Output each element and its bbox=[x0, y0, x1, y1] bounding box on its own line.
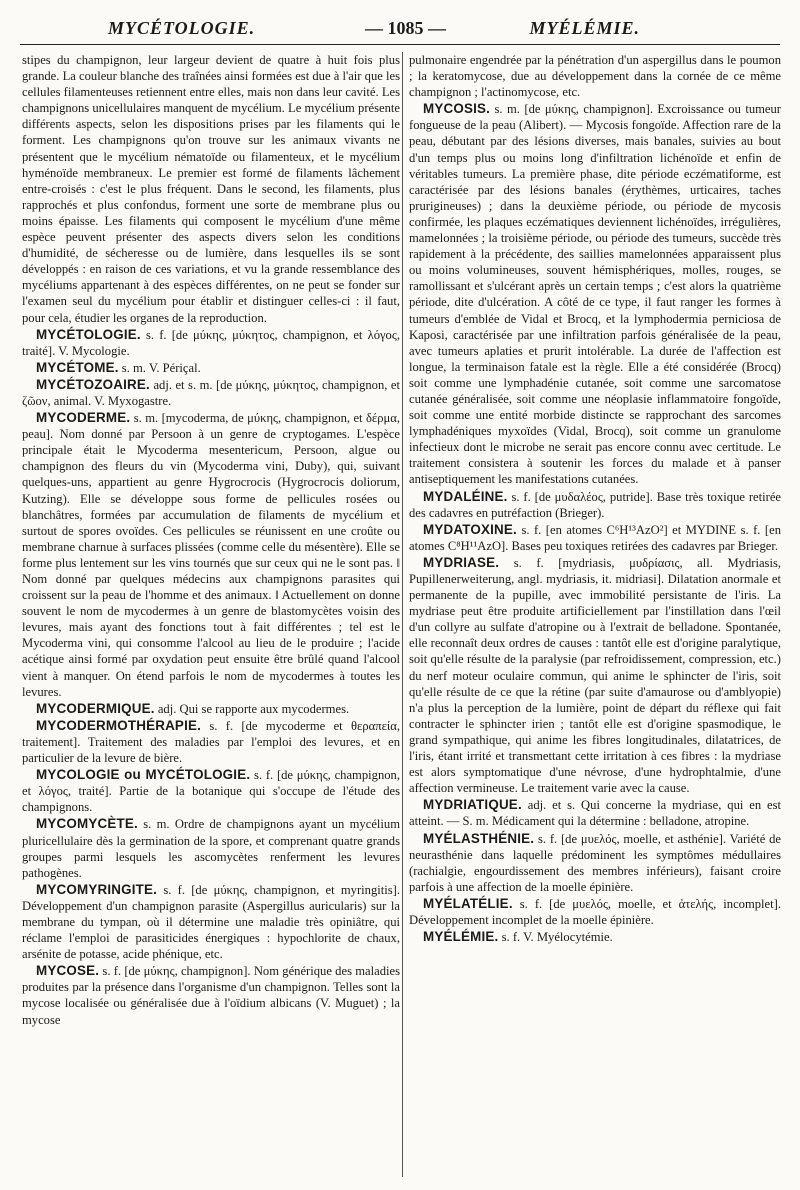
entry-headword: MYÉLATÉLIE. bbox=[423, 895, 513, 911]
dictionary-entry bbox=[22, 718, 400, 766]
dictionary-entry bbox=[22, 701, 400, 717]
entry-headword: MYDATOXINE. bbox=[423, 521, 517, 537]
entry-headword: MYCOLOGIE ou MYCÉTOLOGIE. bbox=[36, 767, 251, 783]
dictionary-entry bbox=[409, 522, 781, 554]
dictionary-entry bbox=[409, 896, 781, 928]
entry-headword: MYCÉTOME. bbox=[36, 359, 119, 375]
entry-headword: MYDRIATIQUE. bbox=[423, 797, 522, 813]
entry-headword: MYDRIASE. bbox=[423, 554, 500, 570]
entry-headword: MYÉLASTHÉNIE. bbox=[423, 830, 535, 846]
dictionary-entry bbox=[22, 816, 400, 880]
page-header bbox=[20, 10, 780, 45]
dictionary-entry bbox=[22, 767, 400, 815]
dictionary-entry bbox=[22, 882, 400, 962]
dictionary-entry bbox=[409, 831, 781, 895]
entry-definition: adj. Qui se rapporte aux mycodermes. bbox=[154, 701, 350, 716]
entry-definition: adj. et s. Qui concerne la mydriase, qui en est atteint. — S. m. Médicament qui la détermine : belladone, atropine. bbox=[409, 798, 781, 829]
right-column bbox=[402, 52, 781, 1177]
entry-headword: MYCÉTOZOAIRE. bbox=[36, 376, 150, 392]
entry-headword: MYCÉTOLOGIE. bbox=[36, 326, 141, 342]
entry-headword: MYCOSIS. bbox=[423, 101, 491, 117]
dictionary-entry bbox=[22, 377, 400, 409]
entry-headword: MYCOMYCÈTE. bbox=[36, 816, 138, 832]
entry-headword: MYCODERMIQUE. bbox=[36, 700, 155, 716]
running-head-left: MYCÉTOLOGIE. bbox=[108, 18, 256, 38]
dictionary-entry bbox=[22, 963, 400, 1027]
dictionary-entry bbox=[22, 327, 400, 359]
page-number: — 1085 — bbox=[365, 18, 446, 38]
entry-definition: s. f. [de μυελός, moelle, et asthénie]. Variété de neurasthénie dans laquelle prédominent les symptômes médullaires (rachialgie, engourdissement des membres inférieurs), faisant croire parfois à une affection de la moelle épinière. bbox=[409, 831, 781, 894]
entry-definition: s. m. V. Périçal. bbox=[118, 360, 201, 375]
entry-definition: s. f. [mydriasis, μυδρίασις, all. Mydriasis, Pupillenerweiterung, angl. mydriasis, it. midriasi]. Dilatation anormale et permanente de la pupille, avec immobilité persistante de l'iris. La mydriase peut être produite artificiellement par l'instillation dans l'œil d'un collyre au sulfate d'atropine ou à l'extrait de belladone. Spontanée, elle reconnaît deux ordres de causes : tantôt elle est d'origine paralytique, soit qu'elle résulte de la paralysie (par refroidissement, compression, etc.) du nerf moteur oculaire commun, qui anime le sphincter de l'iris, soit qu'elle résulte de ce que la rétine (par suite d'amaurose ou d'amblyopie) n'a plus la perception de la lumière, point de départ du réflexe qui fait contracter le sphincter irien ; tantôt elle est d'origine spasmodique, le grand sympathique, qui anime les fibres longitudinales, dilatatrices, de l'iris, étant irrité et transmettant cette irritation à ces fibres : la mydriase est alors symptomatique d'une névrose, d'une hydrophtalmie, d'une affection vermineuse. Le traitement varie avec la cause. bbox=[409, 555, 781, 796]
dictionary-entry bbox=[409, 929, 781, 945]
running-head-right: MYÉLÉMIE. bbox=[529, 18, 640, 38]
entry-definition: adj. et s. m. [de μύκης, μύκητος, champignon, et ζῶον, animal. V. Myxogastre. bbox=[22, 377, 400, 408]
entry-definition: s. m. [mycoderma, de μύκης, champignon, et δέρμα, peau]. Nom donné par Persoon à un genre de cryptogames. L'espèce principale était le Mycoderma mesentericum, Persoon, algue ou champignon des fleurs du vin (Mycoderma vini, Duby), qui, suivant quelques-uns, appartient au genre Hygrocrocis (Hygrocrocis doliorum, Kutzing). Elle se développe sous forme de pellicules rosées ou blanchâtres, formées par accumulation de filaments de mycélium et surtout de spores ovoïdes. Ces pellicules se réunissent en une croûte ou membrane charnue à surfaces plissées (comme celle du mésentère). Elle se forme plus lentement sur les vins tournés que sur ceux qui ne le sont pas. ‖ Nom donné par quelques médecins aux champignons parasites qui croissent sur la peau de l'homme et des animaux. ‖ Actuellement on donne souvent le nom de mycodermes à un genre de blastomycètes voisin des levures, mais ayant des fonctions tout à fait différentes ; tel est le Mycoderma vini, qui consomme l'alcool au lieu de le produire ; l'acide acétique ainsi formé par oxydation peut ensuite être brûlé quand l'alcool vient à manquer. On étend parfois le nom de mycodermes à toutes les levures. bbox=[22, 411, 400, 699]
entry-continuation: pulmonaire engendrée par la pénétration d'un aspergillus dans le poumon ; la keratomycose, due au développement dans la cornée de ce même champignon ; l'actinomycose, etc. bbox=[409, 53, 781, 100]
entry-definition: s. f. [de μύκης, μύκητος, champignon, et λόγος, traité]. V. Mycologie. bbox=[22, 327, 400, 358]
dictionary-entry bbox=[409, 797, 781, 829]
left-column bbox=[22, 52, 400, 1177]
entry-definition: s. f. [de μύκης, champignon]. Nom générique des maladies produites par la présence dans l'organisme d'un champignon. Telles sont la mycose localisée ou généralisée due à l'oïdium albicans (V. Muguet) ; la mycose bbox=[22, 964, 400, 1027]
entry-headword: MYCOSE. bbox=[36, 963, 100, 979]
entry-definition: s. f. [de μυδαλέος, putride]. Base très toxique retirée des cadavres en putréfaction (Brieger). bbox=[409, 489, 781, 520]
dictionary-entry bbox=[409, 555, 781, 796]
entry-definition: s. f. V. Myélocytémie. bbox=[498, 930, 613, 945]
entry-definition: s. f. [en atomes C⁶H¹³AzO²] et MYDINE s. f. [en atomes C⁸H¹¹AzO]. Bases peu toxiques retirées des cadavres par Brieger. bbox=[409, 522, 781, 553]
entry-definition: s. f. [de μύκης, champignon, et myringitis]. Développement d'un champignon parasite (Aspergillus auricularis) sur la membrane du tympan, où il détermine une maladie très opiniâtre, qui réclame l'emploi de parasiticides énergiques : hypochlorite de chaux, arsénite de potasse, acide phénique, etc. bbox=[22, 882, 400, 962]
entry-definition: s. f. [de mycoderme et θεραπεία, traitement]. Traitement des maladies par l'emploi des levures, et en particulier de la levure de bière. bbox=[22, 718, 400, 766]
dictionary-entry bbox=[409, 489, 781, 521]
entry-headword: MYCOMYRINGITE. bbox=[36, 881, 158, 897]
entry-headword: MYCODERMOTHÉRAPIE. bbox=[36, 717, 202, 733]
entry-continuation: stipes du champignon, leur largeur devient de quatre à huit fois plus grande. La couleur blanche des traînées ainsi formées est due à l'air que les cellules filamenteuses retiennent entre elles, mais non dans leur cavité. Les champignons unicellulaires manquent de mycélium. Le mycélium présente différents aspects, selon les dispositions prises par les filaments qui le forment. Les champignons qu'on trouve sur les animaux vivants ne présentent que le mycélium nématoïde ou filamenteux, et le mycélium hyménoïde membraneux. Le premier est formé de filaments lâchement entre-croisés : c'est le plus fréquent. Dans le second, les filaments, plus rapprochés et plus confondus, forment une sorte de membrane plus ou moins épaisse. Les filaments qui composent le mycélium d'une même espèce peuvent présenter des aspects divers selon les conditions d'humidité, de sécheresse ou de lumière, dans lesquelles ils se sont développés : en raison de ces variations, et vu la grande ressemblance des mycéliums appartenant à des espèces différentes, on ne peut se fonder sur l'examen seul du mycélium pour établir et distinguer celles-ci : il faut, pour cela, étudier les organes de la reproduction. bbox=[22, 53, 400, 325]
dictionary-entry bbox=[22, 360, 400, 376]
entry-definition: s. m. [de μύκης, champignon]. Excroissance ou tumeur fongueuse de la peau (Alibert). — Mycosis fongoïde. Affection rare de la peau, débutant par des lésions diverses, mais banales, suivies au bout d'un temps plus ou moins long d'infiltration lichénoïde et enfin de véritables tumeurs. La première phase, dite période eczématiforme, est caractérisée par des lésions banales (érythèmes, urticaires, taches prurigineuses) ; dans la deuxième période, ou période de mycosis confirmée, les plaques eczématiques deviennent lichénoïdes, irrégulières, mamelonnées ; la troisième période, ou période des tumeurs, succède très rapidement à la précédente, des saillies mamelonnées apparaissent plus ou moins volumineuses, souvent hémisphériques, molles, rouges, se ramollissant et s'ulcérant après un certain temps ; c'est alors la quatrième période, dite d'ulcération. A côté de ce type, il faut ranger les formes à tumeurs d'emblée de Vidal et Brocq, et la lymphodermia perniciosa de Kaposi, caractérisée par une infiltration parfois généralisée de la peau, avec tumeurs aplaties et prurit intolérable. La durée de l'affection est longue, la terminaison fatale est la règle. Elle a été considérée (Brocq) soit comme une lymphadénie cutanée, soit comme une sarcomatose cutanée généralisée, soit comme une néoplasie inflammatoire fongoïde, soit comme une entité morbide distincte se rapprochant des sarcomes lymphadéniques myxoïdes (Vidal, Brocq), soit comme un granulome infectieux dont le microbe ne serait pas encore connu avec certitude. Le traitement consistera à soutenir les forces du malade et à panser antiseptiquement les manifestations cutanées. bbox=[409, 102, 781, 487]
entry-headword: MYÉLÉMIE. bbox=[423, 929, 499, 945]
entry-headword: MYDALÉINE. bbox=[423, 488, 508, 504]
dictionary-entry bbox=[409, 101, 781, 487]
entry-headword: MYCODERME. bbox=[36, 410, 131, 426]
entry-definition: s. f. [de μυελός, moelle, et ἀτελής, incomplet]. Développement incomplet de la moelle épinière. bbox=[409, 896, 781, 927]
entry-definition: s. m. Ordre de champignons ayant un mycélium pluricellulaire dès la germination de la spore, et comprenant quatre grands groupes parmi lesquels les ascomycètes renferment les levures pathogènes. bbox=[22, 817, 400, 880]
dictionary-entry bbox=[22, 410, 400, 700]
entry-definition: s. f. [de μύκης, champignon, et λόγος, traité]. Partie de la botanique qui s'occupe de l'étude des champignons. bbox=[22, 768, 400, 815]
